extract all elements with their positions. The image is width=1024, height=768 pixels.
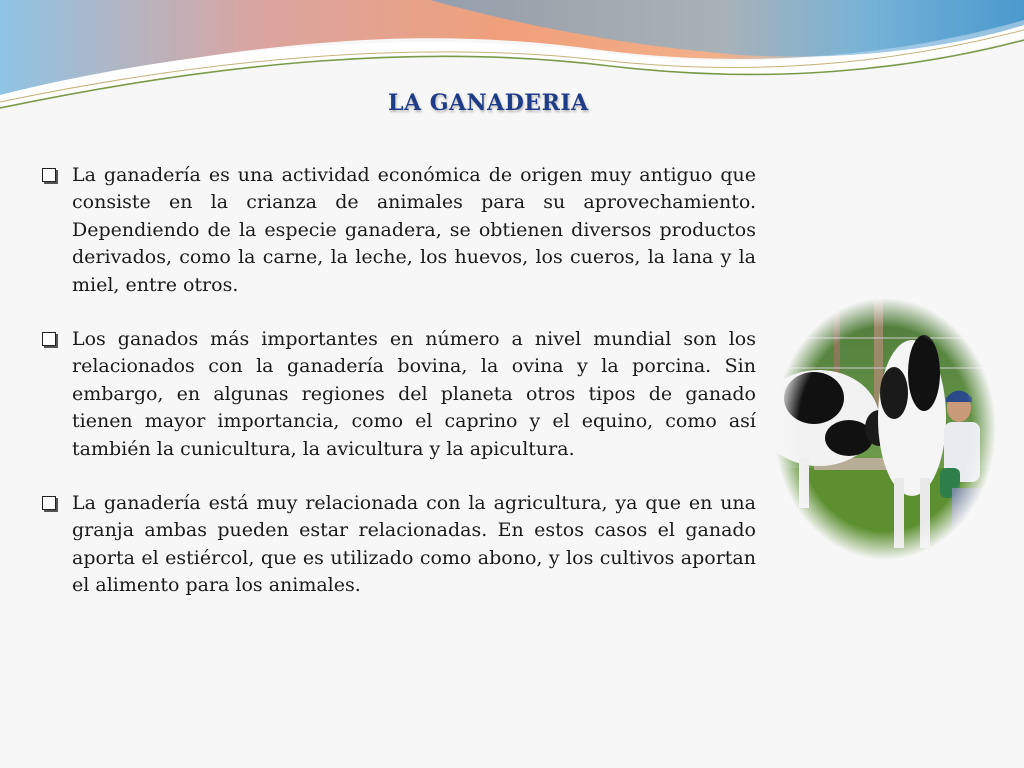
bullet-list <box>40 162 756 627</box>
bullet-text: La ganadería es una actividad económica de origen muy antiguo que consiste en la crianza de animales para su aprovechamiento. Dependiendo de la especie ganadera, se obtienen diversos productos derivados, como la carne, la leche, los huevos, los cueros, la lana y la miel, entre otros. <box>72 164 756 296</box>
bullet-item <box>40 490 756 600</box>
checkbox-icon <box>42 168 56 182</box>
slide-title: LA GANADERIA <box>388 90 589 116</box>
bullet-item <box>40 162 756 299</box>
bullet-item <box>40 326 756 463</box>
bullet-text: La ganadería está muy relacionada con la agricultura, ya que en una granja ambas pueden estar relacionadas. En estos casos el ganado aporta el estiércol, que es utilizado como abono, y los cultivos aportan el alimento para los animales. <box>72 492 756 597</box>
checkbox-icon <box>42 496 56 510</box>
checkbox-icon <box>42 332 56 346</box>
cows-milking-photo <box>774 298 996 560</box>
bullet-text: Los ganados más importantes en número a nivel mundial son los relacionados con la ganadería bovina, la ovina y la porcina. Sin embargo, en algunas regiones del planeta otros tipos de ganado tienen mayor importancia, como el caprino y el equino, como así también la cunicultura, la avicultura y la apicultura. <box>72 328 756 460</box>
